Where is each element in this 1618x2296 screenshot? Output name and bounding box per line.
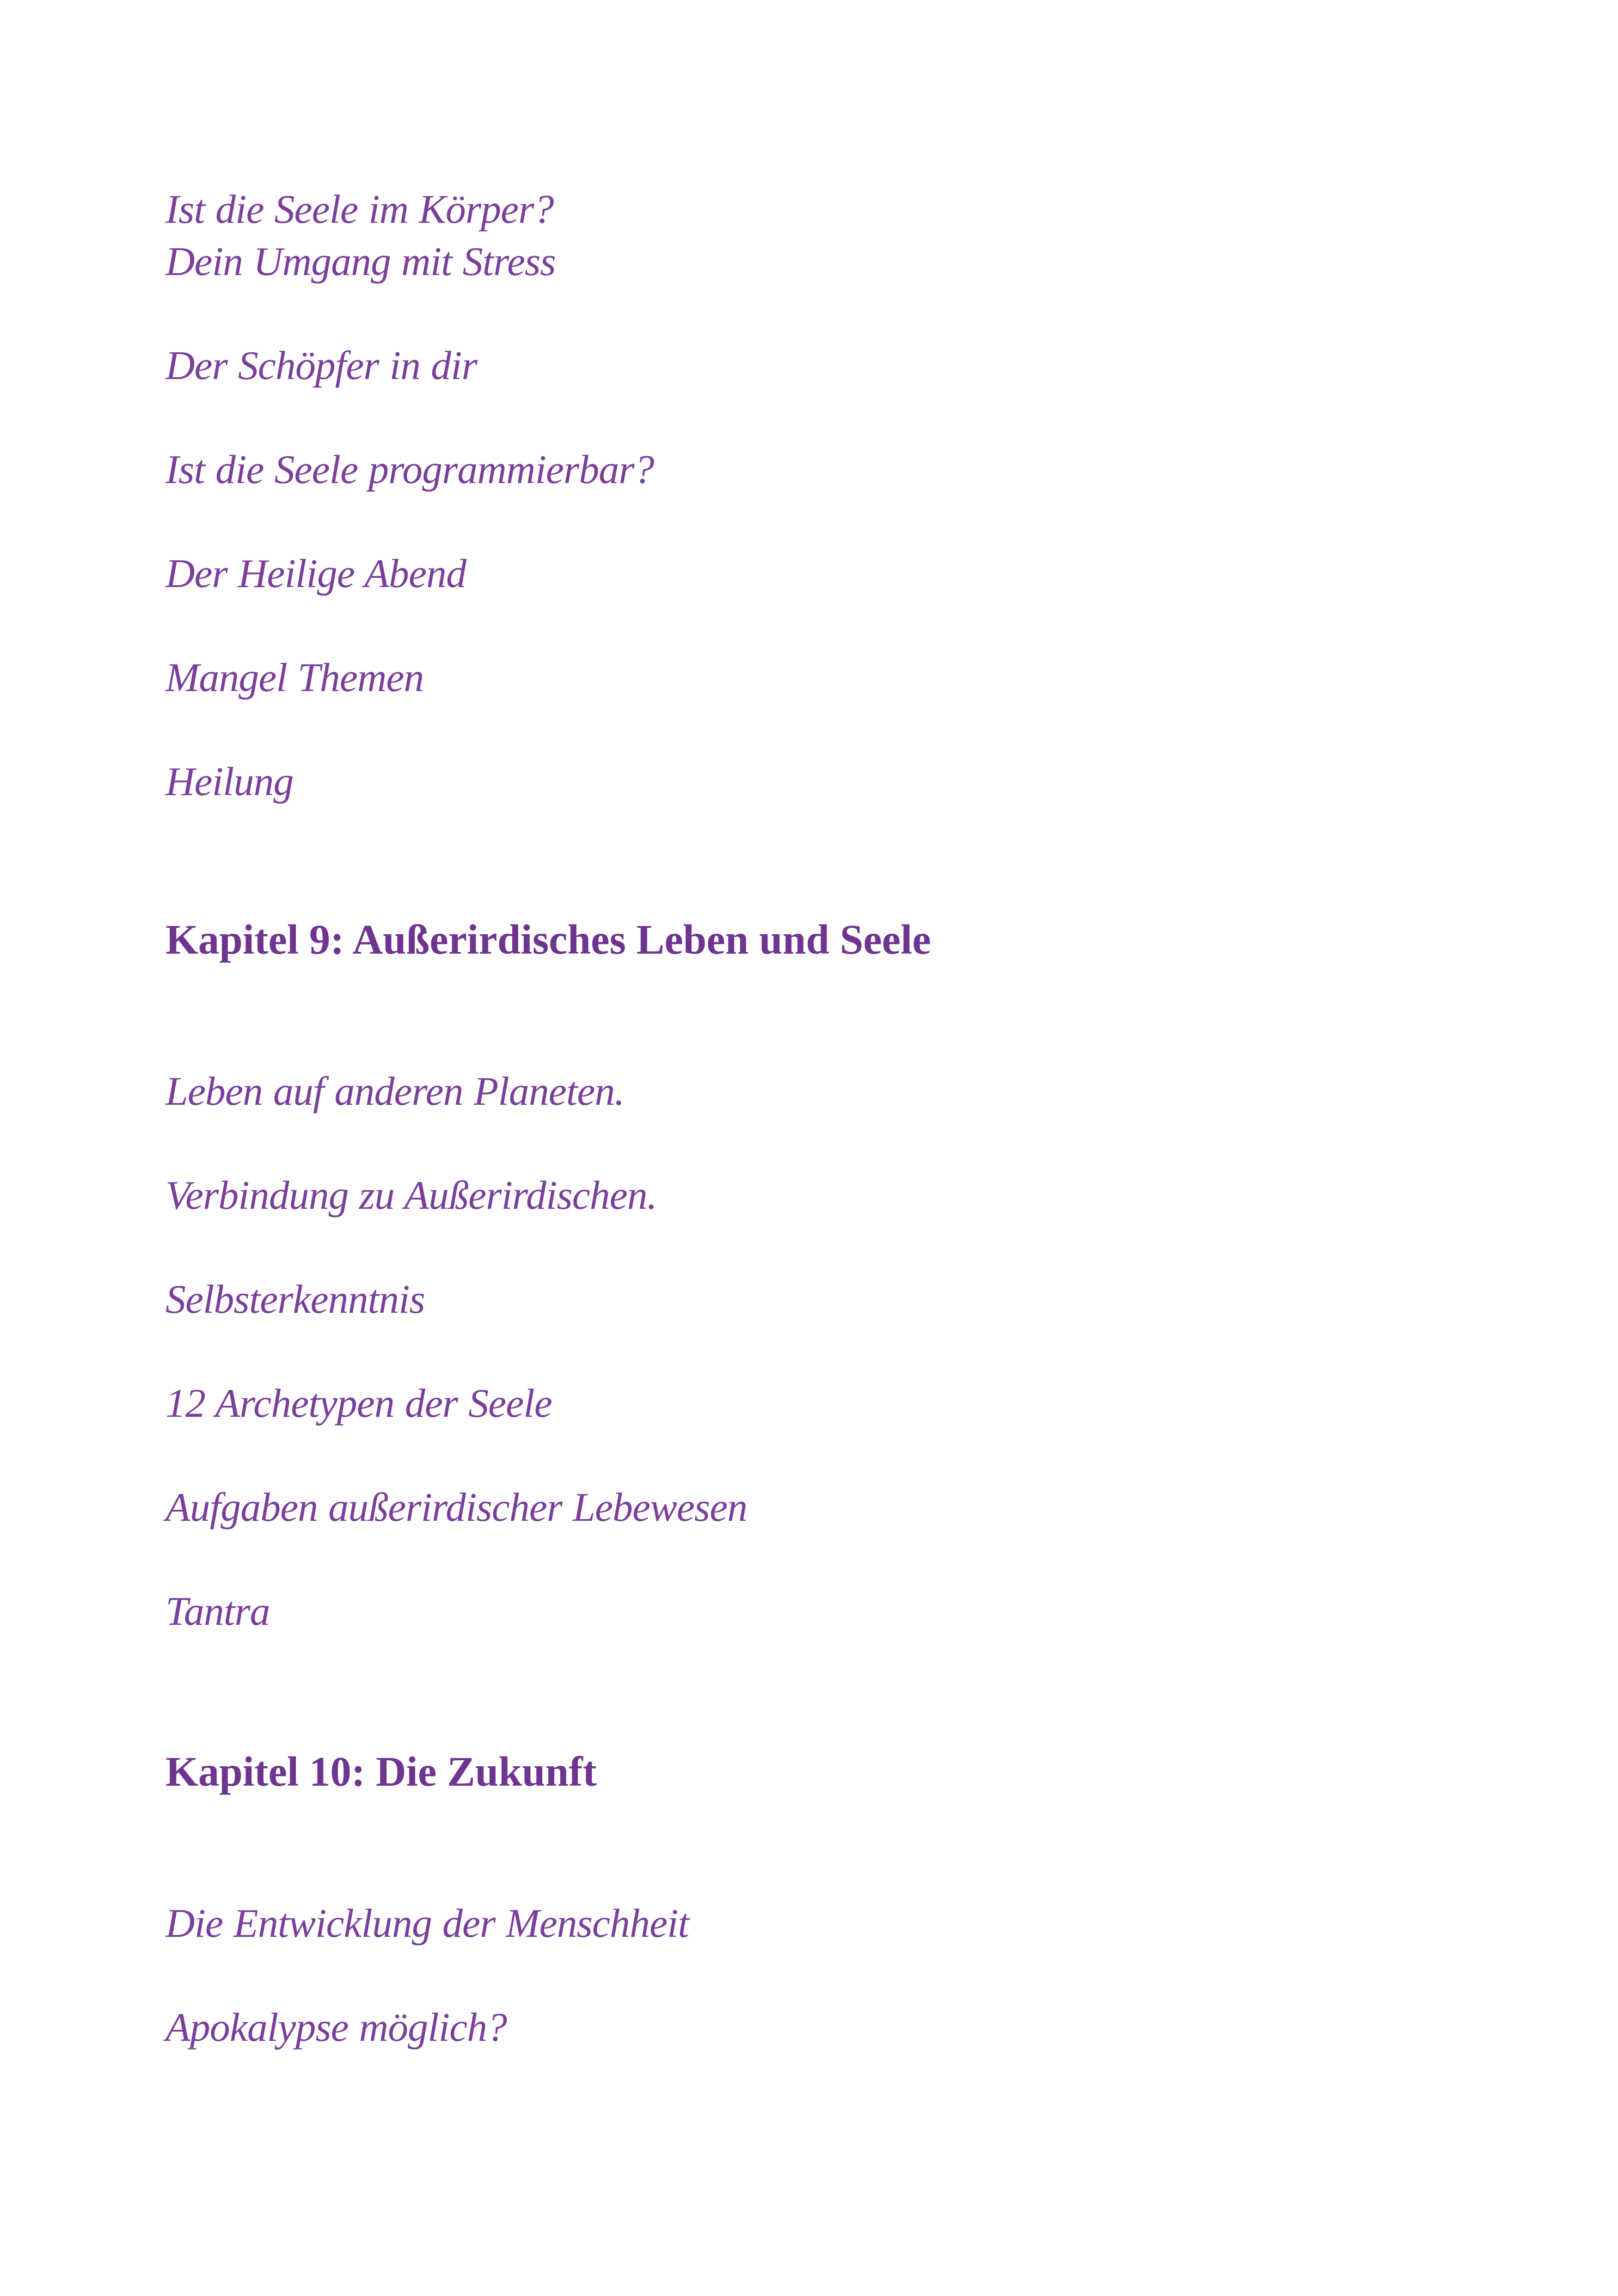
toc-entry: Aufgaben außerirdischer Lebewesen bbox=[165, 1485, 748, 1530]
toc-entry: Ist die Seele programmierbar? bbox=[165, 447, 654, 492]
toc-entry: Tantra bbox=[165, 1589, 270, 1634]
toc-entry: Der Heilige Abend bbox=[165, 551, 466, 596]
toc-entry: Apokalypse möglich? bbox=[165, 2005, 507, 2050]
toc-entry: Mangel Themen bbox=[165, 655, 424, 700]
toc-entry: Selbsterkenntnis bbox=[165, 1277, 425, 1322]
toc-entry: Leben auf anderen Planeten. bbox=[165, 1069, 625, 1114]
toc-entry: Der Schöpfer in dir bbox=[165, 343, 477, 388]
chapter-10-heading: Kapitel 10: Die Zukunft bbox=[165, 1748, 597, 1795]
toc-entry: Ist die Seele im Körper? bbox=[165, 187, 554, 232]
toc-entry: Dein Umgang mit Stress bbox=[165, 239, 556, 284]
toc-entry: Die Entwicklung der Menschheit bbox=[165, 1901, 689, 1946]
toc-entry: Verbindung zu Außerirdischen. bbox=[165, 1173, 657, 1218]
chapter-9-heading: Kapitel 9: Außerirdisches Leben und Seele bbox=[165, 916, 931, 963]
toc-entry: 12 Archetypen der Seele bbox=[165, 1381, 552, 1426]
toc-entry: Heilung bbox=[165, 759, 294, 804]
